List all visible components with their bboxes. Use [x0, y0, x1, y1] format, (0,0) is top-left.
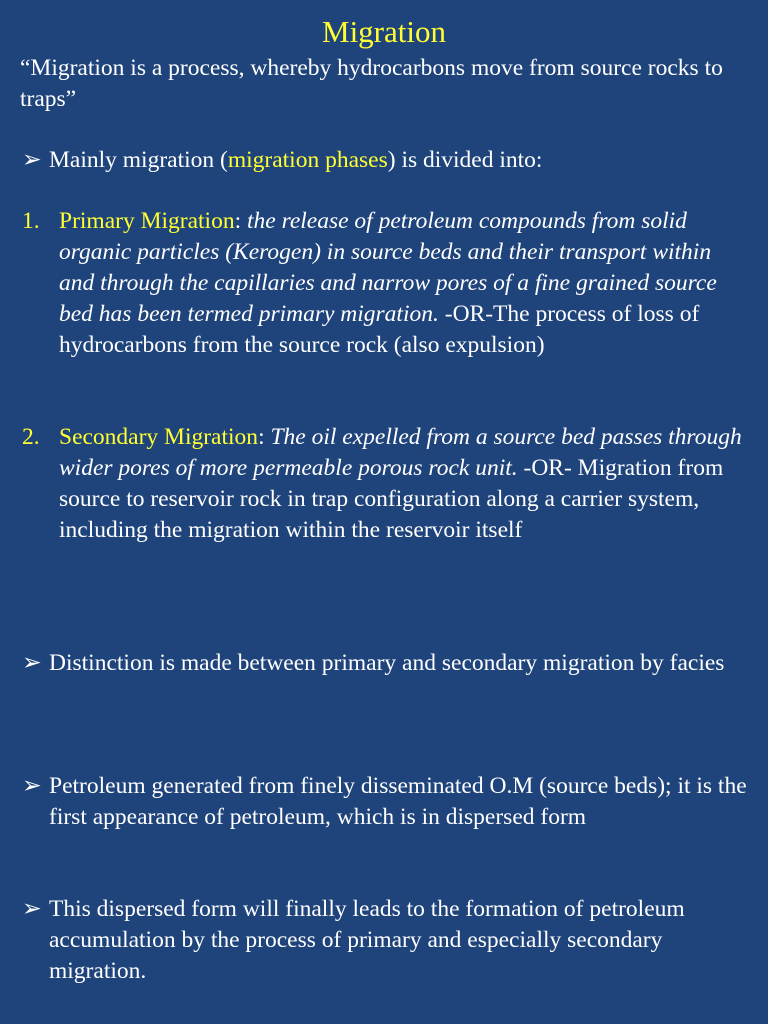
- item-alternative: -OR-The process of loss of hydrocarbons from the source rock (also expulsion): [59, 301, 700, 358]
- definition-quote: “Migration is a process, whereby hydrocarbons move from source rocks to traps”: [20, 55, 723, 112]
- arrow-bullet-icon: ➢: [22, 896, 42, 922]
- arrow-bullet-icon: ➢: [22, 773, 42, 799]
- item-definition: The oil expelled from a source bed passes through wider pores of more permeable porous rock unit.: [59, 424, 742, 481]
- item-definition: the release of petroleum compounds from solid organic particles (Kerogen) in source beds and their transport within and through the capillaries and narrow pores of a fine grained source bed has been termed primary migration.: [59, 208, 717, 327]
- item-term: Secondary Migration: [59, 424, 259, 450]
- intro-text-after: ) is divided into:: [387, 147, 543, 173]
- intro-text-before: Mainly migration (: [49, 147, 228, 173]
- bullet-petroleum-generated: [22, 771, 752, 833]
- intro-bullet: [22, 145, 752, 176]
- bullet-dispersed-form: [22, 894, 752, 987]
- item-body: [59, 422, 752, 546]
- arrow-bullet-icon: ➢: [22, 147, 42, 173]
- bullet-distinction: [22, 648, 752, 679]
- item-number: 2.: [22, 424, 40, 450]
- bullet-text: Distinction is made between primary and secondary migration by facies: [49, 650, 725, 676]
- slide-title: Migration: [322, 14, 446, 49]
- intro-bullet-text: [49, 145, 752, 176]
- item-number: 1.: [22, 208, 40, 234]
- bullet-text: Petroleum generated from finely disseminated O.M (source beds); it is the first appearance of petroleum, which is in dispersed form: [49, 773, 747, 830]
- item-term: Primary Migration: [59, 208, 235, 234]
- arrow-bullet-icon: ➢: [22, 650, 42, 676]
- item-colon: :: [234, 208, 247, 234]
- numbered-item-primary: [22, 206, 752, 361]
- numbered-item-secondary: [22, 422, 752, 546]
- bullet-text: This dispersed form will finally leads to the formation of petroleum accumulation by the process of primary and especially secondary migration.: [49, 896, 685, 984]
- item-alternative: -OR- Migration from source to reservoir rock in trap configuration along a carrier system, including the migration within the reservoir itself: [59, 455, 724, 543]
- item-body: [59, 206, 752, 361]
- item-colon: :: [258, 424, 271, 450]
- intro-highlight: migration phases: [227, 147, 388, 173]
